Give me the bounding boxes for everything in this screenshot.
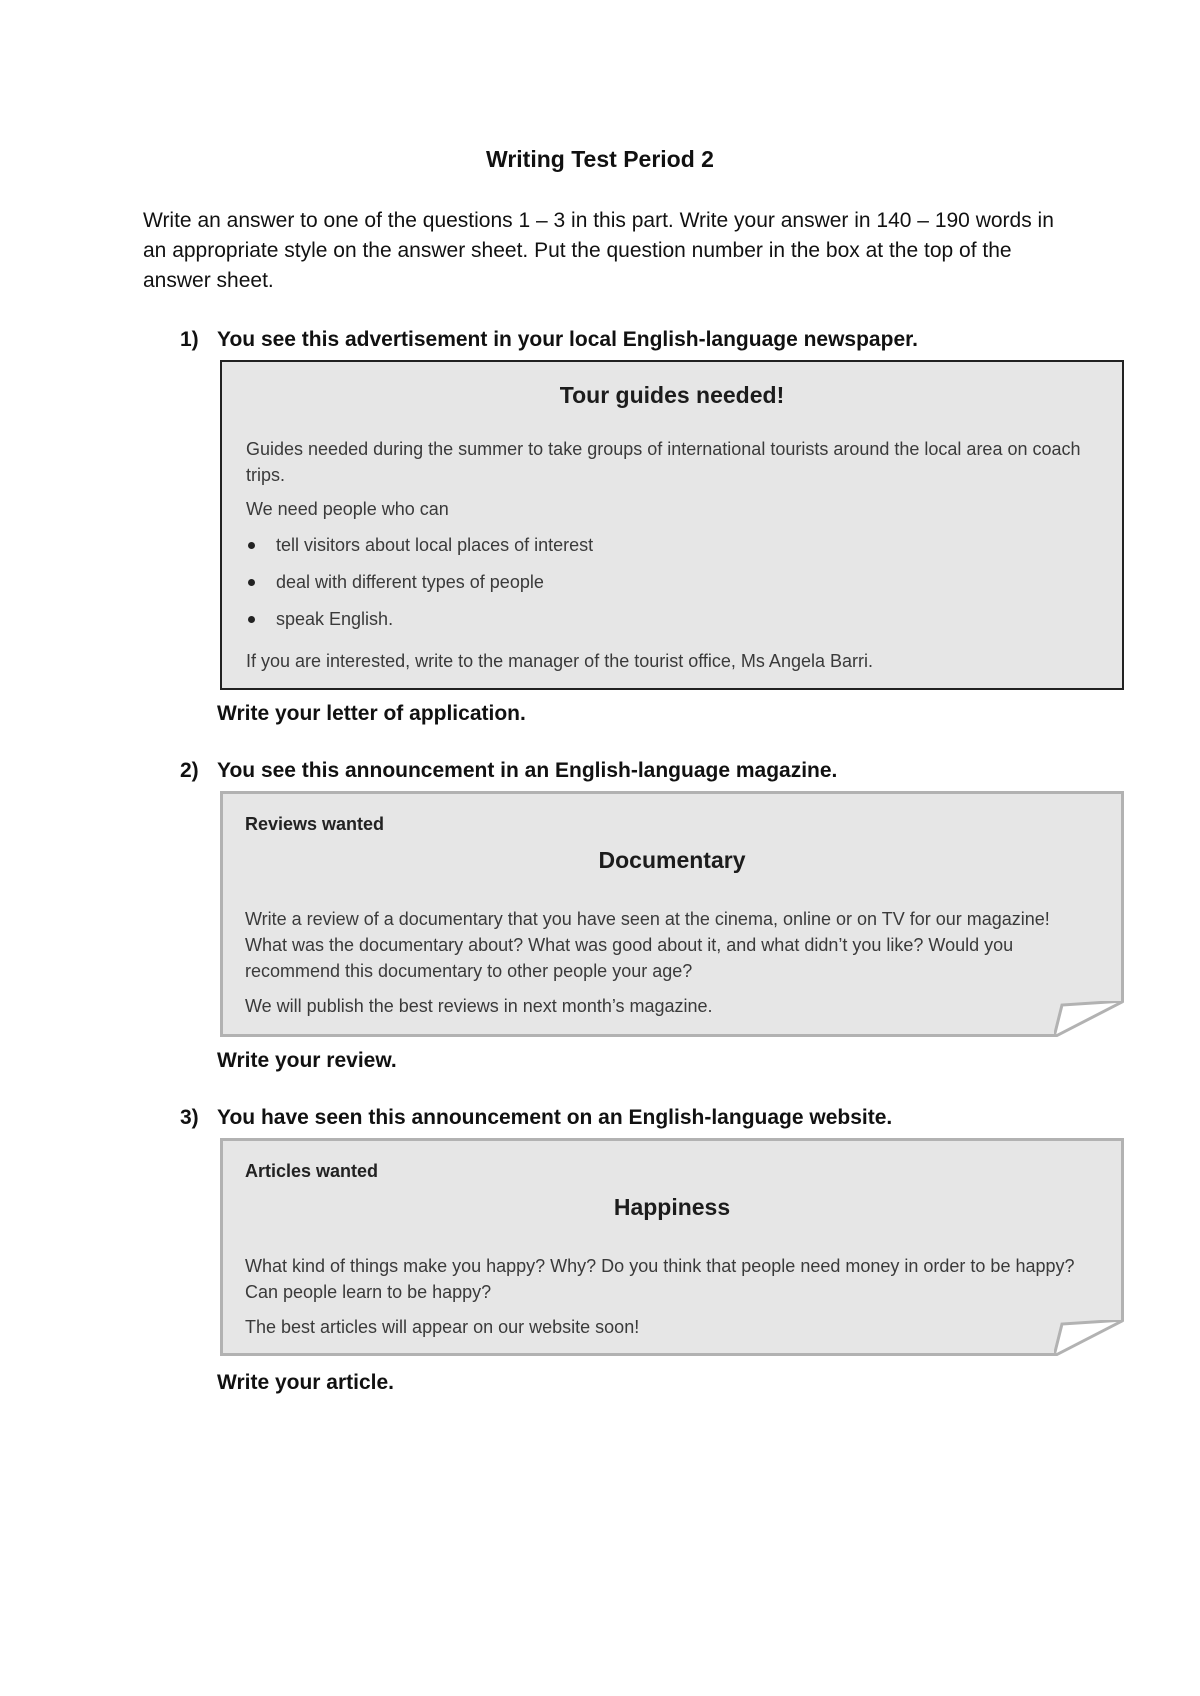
question-3-prompt [180,1106,892,1130]
question-3-instruction: Write your article. [217,1371,395,1394]
question-3-text: You have seen this announcement on an English-language website. [217,1106,893,1129]
question-1-number: 1) [180,328,199,351]
advertisement-bullet-list [246,532,593,643]
instructions-paragraph: Write an answer to one of the questions 1 – 3 in this part. Write your answer in 140 – 190 words in an appropriate style on the answer sheet. Put the question number in the box at the top of the answer sheet. [143,209,1054,292]
announcement-paragraph-1: Write a review of a documentary that you have seen at the cinema, online or on TV for our magazine! What was the documentary about? What was good about it, and what didn’t you like? Would you recommend this documentary to other people your age? [245,909,1050,981]
advertisement-paragraph-2: We need people who can [246,499,449,519]
question-1-prompt [180,328,918,352]
bullet-item: speak English. [246,606,593,643]
advertisement-box [220,360,1124,690]
announcement-paragraph-2: We will publish the best reviews in next month’s magazine. [245,996,713,1016]
question-2-text: You see this announcement in an English-language magazine. [217,759,838,782]
announcement-tag: Reviews wanted [245,814,385,834]
question-2-instruction: Write your review. [217,1049,397,1072]
advertisement-heading: Tour guides needed! [559,382,785,408]
bullet-item: tell visitors about local places of interest [246,532,593,569]
announcement-heading: Documentary [598,847,746,873]
question-1-instruction: Write your letter of application. [217,702,526,725]
announcement-paragraph-2: The best articles will appear on our website soon! [245,1317,640,1337]
question-1-text: You see this advertisement in your local English-language newspaper. [217,328,918,351]
announcement-paragraph-1: What kind of things make you happy? Why? Do you think that people need money in order to be happy? Can people learn to be happy? [245,1256,1075,1302]
announcement-box-reviews [220,791,1124,1037]
announcement-box-articles [220,1138,1124,1356]
page-curl-icon [1054,1001,1124,1037]
question-2-prompt [180,759,837,783]
announcement-heading: Happiness [613,1194,731,1220]
advertisement-paragraph-3: If you are interested, write to the manager of the tourist office, Ms Angela Barri. [246,651,873,671]
bullet-item: deal with different types of people [246,569,593,606]
page-title: Writing Test Period 2 [486,146,714,172]
page-curl-icon [1054,1320,1124,1356]
question-2-number: 2) [180,759,199,782]
question-3-number: 3) [180,1106,199,1129]
advertisement-paragraph-1: Guides needed during the summer to take groups of international tourists around the local area on coach trips. [246,439,1081,485]
announcement-tag: Articles wanted [245,1161,379,1181]
